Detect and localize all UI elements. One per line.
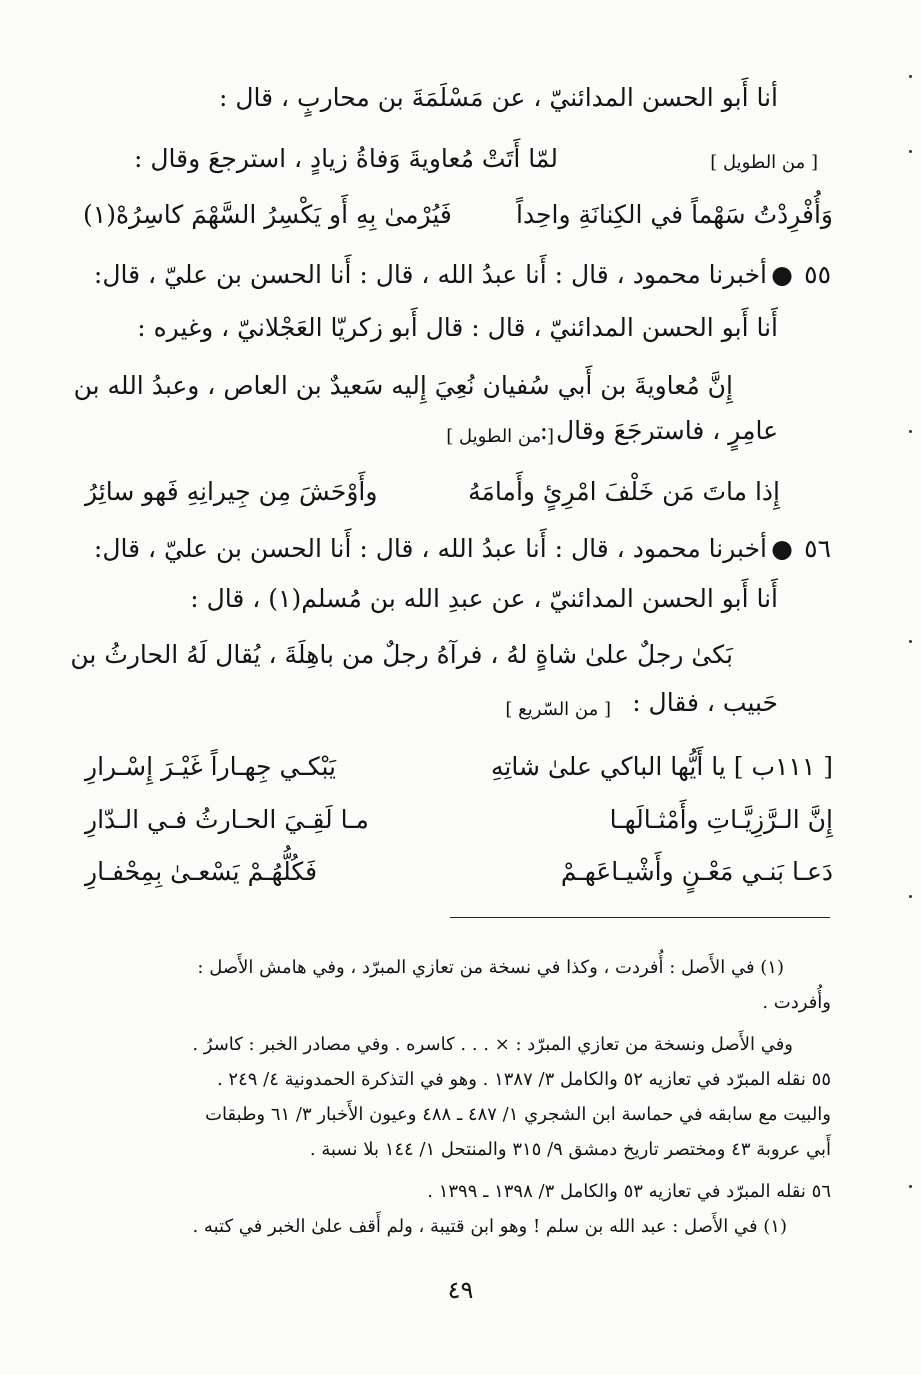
scan-speck	[909, 895, 912, 898]
footnote-divider	[450, 917, 830, 918]
verse-hemistich-left: فَيُرْمىٰ بِهِ أَو يَكْسِرُ السَّهْمَ كاسِرُهْ(١)	[83, 200, 452, 229]
meter-label: [ من الطويل ]	[446, 426, 554, 447]
scan-speck	[909, 75, 912, 78]
verse-hemistich-right: [ ١١١ب ] يا أَيُّها الباكي علىٰ شاتِهِ	[490, 752, 833, 781]
text-line: أَنا أَبو الحسن المدائنيّ ، قال : قال أَبو زكريّا العَجْلانيّ ، وغيره :	[137, 313, 778, 342]
meter-label: [ من السّريع ]	[505, 699, 611, 720]
verse-hemistich-left: وأَوْحَشَ مِن جِيرانِهِ فَهو سائِرُ	[85, 477, 378, 506]
footnote-line: ٥٦ نقله المبرّد في تعازيه ٥٣ والكامل ٣/ ١٣٩٨ ـ ١٣٩٩ .	[427, 1181, 831, 1202]
footnote-line: وأُفردت .	[762, 992, 831, 1013]
text-line: عامِرٍ ، فاسترجَعَ وقال :	[539, 416, 778, 445]
entry-number: ٥٥	[804, 260, 831, 289]
footnote-line: أَبي عروبة ٤٣ ومختصر تاريخ دمشق ٩/ ٣١٥ والمنتحل ١/ ١٤٤ بلا نسبة .	[309, 1139, 831, 1160]
entry-bullet: ●	[771, 534, 793, 563]
entry-number: ٥٦	[804, 534, 831, 563]
verse-hemistich-right: وَأُفْرِدْتُ سَهْماً في الكِنانَةِ واحِداً	[516, 200, 833, 229]
footnote-line: وفي الأَصل ونسخة من تعازي المبرّد : × . . . كاسره . وفي مصادر الخبر : كاسرُ .	[192, 1034, 793, 1055]
footnote-line: والبيت مع سابقه في حماسة ابن الشجري ١/ ٤٨٧ ـ ٤٨٨ وعيون الأَخبار ٣/ ٦١ وطبقات	[205, 1104, 831, 1125]
footnote-line: (١) في الأَصل : عبد الله بن سلم ! وهو ابن قتيبة ، ولم أَقف علىٰ الخبر في كتبه .	[192, 1216, 787, 1237]
text-line: حَبيب ، فقال :	[632, 688, 778, 717]
verse-hemistich-left: مـا لَقِـيَ الحـارثُ فـي الـدّارِ	[85, 805, 369, 834]
footnote-line: (١) في الأَصل : أُفردت ، وكذا في نسخة من تعازي المبرّد ، وفي هامش الأَصل :	[197, 957, 784, 978]
meter-label: [ من الطويل ]	[710, 152, 818, 173]
scan-speck	[909, 640, 912, 643]
text-line: إِنَّ مُعاويةَ بن أَبي سُفيان نُعِيَ إِليه سَعيدٌ بن العاص ، وعبدُ الله بن	[73, 371, 733, 400]
text-line: أَنا أَبو الحسن المدائنيّ ، عن عبدِ الله بن مُسلم(١) ، قال :	[190, 584, 778, 613]
verse-hemistich-left: فَكُلُّهُـمْ يَسْعـىٰ بِمِحْفـارِ	[85, 857, 318, 886]
scan-speck	[909, 1185, 912, 1188]
entry-bullet: ●	[771, 260, 793, 289]
verse-hemistich-right: إِذا ماتَ مَن خَلْفَ امْرِئٍ وأَمامَهُ	[468, 477, 780, 506]
scan-speck	[909, 150, 912, 153]
verse-hemistich-right: إِنَّ الـرَّزِيَّـاتِ وأَمْثـالَهـا	[609, 805, 833, 834]
text-line: بَكىٰ رجلٌ علىٰ شاةٍ لهُ ، فرآهُ رجلٌ من باهِلَةَ ، يُقال لَهُ الحارثُ بن	[70, 640, 733, 669]
text-line: أخبرنا محمود ، قال : أَنا عبدُ الله ، قال : أَنا الحسن بن عليّ ، قال:	[93, 534, 767, 563]
verse-hemistich-left: يَبْكـي جِهـاراً غَيْـرَ إِسْـرارِ	[85, 752, 337, 781]
text-line: لمّا أَتَتْ مُعاويةَ وَفاةُ زيادٍ ، استرجعَ وقال :	[133, 144, 558, 173]
text-line: أنا أَبو الحسن المدائنيّ ، عن مَسْلَمَةَ بن محاربٍ ، قال :	[218, 83, 778, 112]
page-number: ٤٩	[447, 1276, 474, 1304]
text-line: أخبرنا محمود ، قال : أَنا عبدُ الله ، قال : أَنا الحسن بن عليّ ، قال:	[93, 260, 767, 289]
footnote-line: ٥٥ نقله المبرّد في تعازيه ٥٢ والكامل ٣/ ١٣٨٧ . وهو في التذكرة الحمدونية ٤/ ٢٤٩ .	[216, 1069, 831, 1090]
scan-speck	[909, 430, 912, 433]
verse-hemistich-right: دَعـا بَنـي مَعْـنٍ وأَشْيـاعَهـمْ	[560, 857, 833, 886]
